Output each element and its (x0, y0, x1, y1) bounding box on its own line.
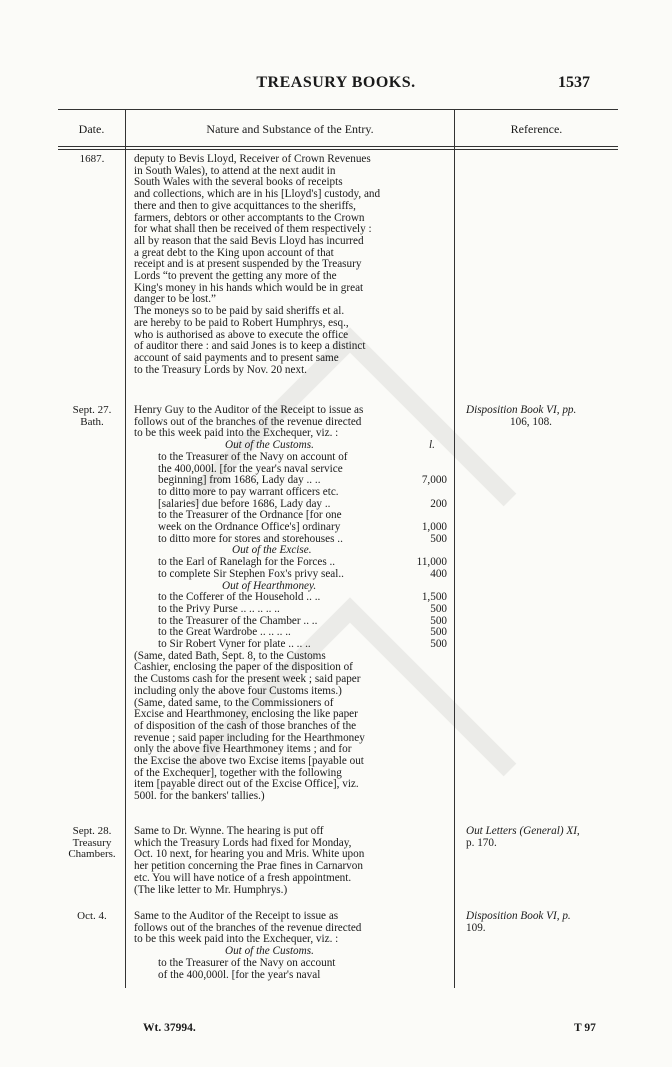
entry1-line: who is authorised as above to execute the office (134, 328, 349, 341)
entry3-ref-line1: Out Letters (General) XI, (466, 825, 580, 837)
header-rule-2 (58, 149, 618, 150)
entry2-note-line: Cashier, enclosing the paper of the disposition of (134, 661, 353, 674)
entry1-line: to the Treasury Lords by Nov. 20 next. (134, 363, 307, 376)
excise-item-text: to the Earl of Ranelagh for the Forces .. (158, 556, 336, 569)
customs-item-text: to the Treasurer of the Navy on account of (158, 450, 348, 463)
customs-item-text: to ditto more to pay warrant officers etc. (158, 485, 339, 498)
entry2-reference (466, 405, 576, 428)
entry1-line: are hereby to be paid to Robert Humphrys, esq., (134, 316, 349, 329)
entry1-line: receipt and is at present suspended by the Treasury (134, 258, 362, 271)
entry3-line: etc. You will have notice of a fresh appointment. (134, 871, 352, 884)
entry2-note-line: the Excise the above two Excise items [payable out (134, 755, 364, 767)
entry2-note-line: of disposition of the cash of those branches of the (134, 719, 357, 732)
entry2-place: Bath. (80, 416, 104, 428)
page-number: 1537 (558, 74, 590, 91)
entry1-line: all by reason that the said Bevis Lloyd has incurred (134, 234, 364, 247)
entry4-tail-line: of the 400,000l. [for the year's naval (158, 968, 321, 981)
entry2-note-line: (Same, dated same, to the Commissioners of (134, 696, 334, 709)
entry2-hearth-heading: Out of Hearthmoney. (222, 579, 317, 592)
entry2-unit: l. (429, 439, 435, 452)
customs-item-amount: 7,000 (421, 474, 447, 487)
entry4-reference (466, 911, 571, 934)
customs-item-text: beginning] from 1686, Lady day .. .. (158, 474, 321, 487)
entry3-line: which the Treasury Lords had fixed for Monday, (134, 836, 352, 849)
excise-item-text: to complete Sir Stephen Fox's privy seal.. (158, 567, 344, 580)
entry1-line: King's money in his hands which would be in great (134, 281, 364, 294)
col-date-header: Date. (78, 122, 105, 136)
excise-item-amount: 11,000 (416, 556, 447, 569)
entry3-reference (466, 826, 580, 849)
entry1-line: in South Wales), to attend at the next audit in (134, 164, 336, 177)
hearth-item-amount: 500 (430, 638, 447, 650)
col-reference-header: Reference. (510, 122, 563, 136)
entry3-line: (The like letter to Mr. Humphrys.) (134, 883, 288, 896)
entry4-ref-line2: 109. (466, 921, 486, 934)
col-nature-header: Nature and Substance of the Entry. (206, 122, 374, 136)
customs-item-amount: 500 (430, 532, 447, 545)
hearth-item-text: to Sir Robert Vyner for plate .. .. .. (158, 638, 311, 650)
entry1-line: deputy to Bevis Lloyd, Receiver of Crown Revenues (134, 153, 371, 165)
customs-item-text: the 400,000l. [for the year's naval service (158, 462, 343, 475)
entry1-line: The moneys so to be paid by said sheriffs et al. (134, 305, 345, 318)
entry2-date: Sept. 27. (72, 404, 112, 416)
entry2-note-line: of the Exchequer], together with the following (134, 766, 342, 779)
entry3-date-line1: Sept. 28. (72, 825, 112, 837)
entry1-line: farmers, debtors or other accomptants to the Crown (134, 211, 365, 224)
entry4-date: Oct. 4. (77, 910, 107, 922)
entry1-line: and collections, which are in his [Lloyd's] custody, and (134, 188, 381, 201)
entry2-note-line: including only the above four Customs items.) (134, 684, 342, 697)
entry2-note-line: (Same, dated Bath, Sept. 8, to the Customs (134, 649, 326, 662)
entry1-line: danger to be lost.” (134, 293, 217, 306)
entry1-line: South Wales with the several books of receipts (134, 176, 343, 189)
entry1-line: there and then to give acquittances to the sheriffs, (134, 199, 356, 212)
header-rule (58, 146, 618, 147)
entry1-line: Lords “to prevent the getting any more of the (134, 270, 337, 282)
hearth-item-amount: 500 (430, 614, 447, 627)
entry2-excise-heading: Out of the Excise. (232, 544, 312, 557)
entry2-intro-line: follows out of the branches of the revenue directed (134, 415, 362, 428)
entry4-line: Same to the Auditor of the Receipt to issue as (134, 910, 339, 922)
customs-item-amount: 200 (430, 497, 447, 510)
page-title: TREASURY BOOKS. (256, 74, 416, 91)
entry3-line: Same to Dr. Wynne. The hearing is put off (134, 825, 324, 837)
entry3-date-line2: Treasury (72, 836, 112, 849)
entry2-note-line: item [payable direct out of the Excise Office], viz. (134, 778, 359, 791)
entry1-date: 1687. (79, 153, 105, 165)
excise-item-amount: 400 (430, 567, 447, 580)
customs-item-text: to the Treasurer of the Ordnance [for one (158, 509, 342, 522)
entry2-note-line: the Customs cash for the present week ; said paper (134, 673, 361, 686)
entry3-date (62, 826, 122, 861)
entry2-note-line: only the above five Hearthmoney items ; and for (134, 743, 352, 756)
customs-item-amount: 1,000 (421, 521, 447, 533)
col-divider-1 (125, 110, 126, 988)
hearth-item-text: to the Treasurer of the Chamber .. .. (158, 614, 318, 627)
hearth-item-amount: 500 (430, 602, 447, 615)
entry2-intro-line: to be this week paid into the Exchequer, viz. : (134, 427, 339, 440)
entry2-note-line: Excise and Hearthmoney, enclosing the like paper (134, 708, 358, 721)
entry3-date-line3: Chambers. (68, 848, 116, 861)
entry1-line: a great debt to the King upon account of that (134, 246, 334, 259)
footer-warrant: Wt. 37994. (143, 1022, 196, 1034)
entry3-ref-line2: p. 170. (466, 836, 497, 849)
entry2-customs-heading: Out of the Customs. (225, 439, 314, 452)
entry2-ref-line2: 106, 108. (510, 415, 552, 428)
customs-item-text: [salaries] due before 1686, Lady day .. (158, 497, 331, 510)
entry2-ref-line1: Disposition Book VI, pp. (466, 404, 577, 416)
top-rule (58, 109, 618, 110)
customs-item-text: to ditto more for stores and storehouses .. (158, 532, 343, 545)
entry1-line: for what shall then be received of them respectively : (134, 223, 372, 236)
entry4-ref-line1: Disposition Book VI, p. (466, 910, 571, 922)
footer-signature: T 97 (574, 1022, 596, 1034)
entry4-line: to be this week paid into the Exchequer, viz. : (134, 933, 339, 946)
entry2-note-line: revenue ; said paper including for the Hearthmoney (134, 731, 365, 744)
entry1-line: of auditor there : and said Jones is to keep a distinct (134, 340, 366, 353)
entry2-note-line: 500l. for the bankers' tallies.) (134, 790, 265, 803)
hearth-item-amount: 500 (430, 626, 447, 639)
entry4-customs-heading: Out of the Customs. (225, 945, 314, 958)
entry3-line: her petition concerning the Prae fines in Carnarvon (134, 860, 363, 873)
entry4-tail-line: to the Treasurer of the Navy on account (158, 956, 336, 969)
entry1-line: account of said payments and to present same (134, 351, 339, 364)
hearth-item-text: to the Privy Purse .. .. .. .. .. (158, 602, 280, 615)
entry2-intro-line: Henry Guy to the Auditor of the Receipt to issue as (134, 404, 364, 416)
hearth-item-text: to the Cofferer of the Household .. .. (158, 591, 321, 604)
entry4-line: follows out of the branches of the revenue directed (134, 921, 362, 934)
col-divider-2 (454, 110, 455, 988)
customs-item-text: week on the Ordnance Office's] ordinary (158, 521, 341, 533)
hearth-item-amount: 1,500 (421, 591, 447, 604)
hearth-item-text: to the Great Wardrobe .. .. .. .. (158, 626, 291, 639)
entry3-line: Oct. 10 next, for hearing you and Mris. White upon (134, 848, 365, 861)
